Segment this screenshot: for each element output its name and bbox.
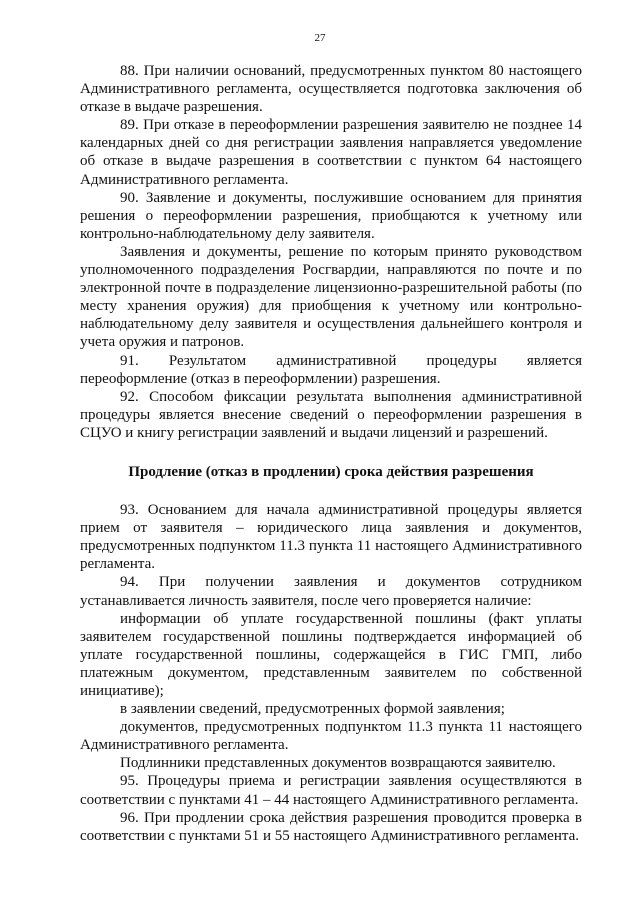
paragraph-92: 92. Способом фиксации результата выполнения административной процедуры является внесение сведений о переоформлении разрешения в СЦУО и книгу регистрации заявлений и выдачи лицензий и разрешений. xyxy=(80,388,582,441)
section-heading: Продление (отказ в продлении) срока действия разрешения xyxy=(128,463,534,480)
paragraph-94-item-documents: документов, предусмотренных подпунктом 11.3 пункта 11 настоящего Административного регламента. xyxy=(80,719,582,754)
paragraph-originals-returned: Подлинники представленных документов возвращаются заявителю. xyxy=(120,755,556,772)
paragraph-90-continued: Заявления и документы, решение по которым принято руководством уполномоченного подразделения Росгвардии, направляются по почте и по электронной почте в подразделение лицензионно-разрешительной работы (по месту хранения оружия) для приобщения к учетному или контрольно-наблюдательному делу заявителя и осуществления дальнейшего контроля и учета оружия и патронов. xyxy=(80,243,582,351)
paragraph-94-item-fee: информации об уплате государственной пошлины (факт уплаты заявителем государственной пошлины подтверждается информацией об уплате государственной пошлины, содержащейся в ГИС ГМП, либо платежным документом, представленным заявителем по собственной инициативе); xyxy=(80,610,582,699)
paragraph-90: 90. Заявление и документы, послужившие основанием для принятия решения о переоформлении разрешения, приобщаются к учетному или контрольно-наблюдательному делу заявителя. xyxy=(80,189,582,242)
paragraph-96: 96. При продлении срока действия разрешения проводится проверка в соответствии с пунктами 51 и 55 настоящего Административного регламента. xyxy=(80,809,582,844)
paragraph-93: 93. Основанием для начала административной процедуры является прием от заявителя – юридического лица заявления и документов, предусмотренных подпунктом 11.3 пункта 11 настоящего Административного регламента. xyxy=(80,502,582,573)
paragraph-94-item-application: в заявлении сведений, предусмотренных формой заявления; xyxy=(120,701,505,718)
paragraph-95: 95. Процедуры приема и регистрации заявления осуществляются в соответствии с пунктами 41 – 44 настоящего Административного регламента. xyxy=(80,773,582,808)
page-number: 27 xyxy=(314,32,326,44)
paragraph-88: 88. При наличии оснований, предусмотренных пунктом 80 настоящего Административного регламента, осуществляется подготовка заключения об отказе в выдаче разрешения. xyxy=(80,63,582,116)
document-body xyxy=(80,62,582,845)
paragraph-89: 89. При отказе в переоформлении разрешения заявителю не позднее 14 календарных дней со дня регистрации заявления направляется уведомление об отказе в выдаче разрешения в соответствии с пунктом 64 настоящего Административного регламента. xyxy=(80,117,582,188)
paragraph-94: 94. При получении заявления и документов сотрудником устанавливается личность заявителя, после чего проверяется наличие: xyxy=(80,574,582,609)
paragraph-91: 91. Результатом административной процедуры является переоформление (отказ в переоформлении) разрешения. xyxy=(80,352,582,387)
